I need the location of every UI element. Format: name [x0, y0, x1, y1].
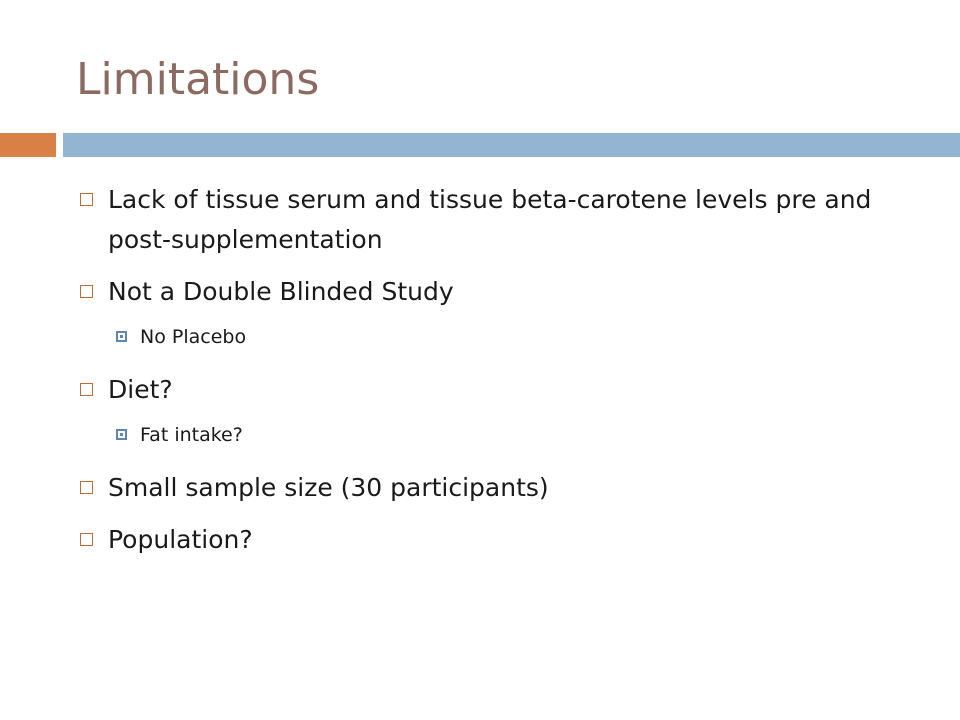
title-accent-bar	[0, 133, 56, 157]
bullet-text: Lack of tissue serum and tissue beta-carotene levels pre and post-supplementation	[108, 185, 872, 254]
bullet-text: Not a Double Blinded Study	[108, 277, 454, 306]
bullet-item	[76, 520, 936, 560]
bullet-item	[76, 370, 936, 410]
slide-title: Limitations	[76, 54, 320, 105]
hollow-square-bullet-icon	[80, 383, 93, 396]
filled-square-bullet-icon	[116, 331, 127, 342]
hollow-square-bullet-icon	[80, 285, 93, 298]
sub-bullet-text: Fat intake?	[140, 424, 243, 446]
bullet-item	[76, 272, 936, 312]
bullet-item	[76, 468, 936, 508]
filled-square-bullet-icon	[116, 429, 127, 440]
hollow-square-bullet-icon	[80, 481, 93, 494]
bullet-text: Population?	[108, 525, 253, 554]
hollow-square-bullet-icon	[80, 193, 93, 206]
title-divider-bar	[63, 133, 960, 157]
bullet-list	[76, 180, 936, 572]
sub-bullet-item	[76, 322, 936, 352]
hollow-square-bullet-icon	[80, 533, 93, 546]
sub-bullet-text: No Placebo	[140, 326, 247, 348]
bullet-text: Small sample size (30 participants)	[108, 473, 549, 502]
bullet-text: Diet?	[108, 375, 173, 404]
sub-bullet-item	[76, 420, 936, 450]
bullet-item	[76, 180, 936, 260]
